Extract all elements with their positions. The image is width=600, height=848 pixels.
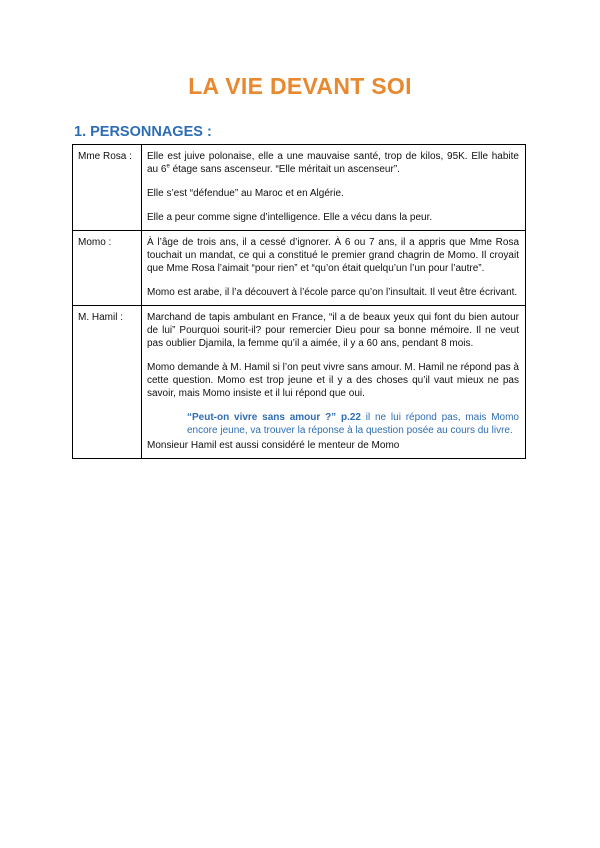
paragraph-text: Elle est juive polonaise, elle a une mauvaise santé, trop de kilos, 95K. Elle habite au 6 (147, 151, 519, 175)
description-paragraph: Marchand de tapis ambulant en France, “il a de beaux yeux qui font du bien autour de lui” Pourquoi sourit-il? pour remercier Dieu pour sa bonne mémoire. Il ne veut pas oublier Djamila, la femme qu’il a aimée, il y a 60 ans, pendant 8 mois. (147, 312, 519, 349)
description-paragraph: Monsieur Hamil est aussi considéré le menteur de Momo (147, 440, 400, 451)
description-paragraph: Momo demande à M. Hamil si l’on peut vivre sans amour. M. Hamil ne répond pas à cette question. Momo est trop jeune et il y a des choses qu’il vaut mieux ne pas savoir, mais Momo insiste et il lui répond que oui. (147, 362, 519, 399)
document-title: LA VIE DEVANT SOI (188, 73, 412, 99)
description-paragraph: Elle a peur comme signe d’intelligence. Elle a vécu dans la peur. (147, 212, 433, 223)
table-row (73, 145, 526, 231)
character-description-cell (142, 145, 526, 231)
quote-citation: “Peut-on vivre sans amour ?” p.22 (187, 412, 361, 423)
table-row (73, 231, 526, 306)
character-name-cell: Momo : (73, 231, 142, 306)
description-paragraph: À l’âge de trois ans, il a cessé d’ignorer. À 6 ou 7 ans, il a appris que Mme Rosa touchait un mandat, ce qui a constitué le premier grand chagrin de Momo. Il croyait que Mme Rosa l’aimait “pour rien” et “qu’on était quelqu’un l’un pour l’autre”. (147, 237, 519, 274)
character-description-cell (142, 231, 526, 306)
table-row (73, 306, 526, 459)
description-paragraph: Elle s’est “défendue” au Maroc et en Algérie. (147, 188, 344, 199)
section-title: 1. PERSONNAGES : (74, 124, 212, 140)
character-description-cell (142, 306, 526, 459)
paragraph-text: étage sans ascenseur. “Elle méritait un ascenseur”. (169, 164, 400, 175)
description-paragraph (147, 150, 519, 176)
description-paragraph: Momo est arabe, il l’a découvert à l’école parce qu’on l’insultait. Il veut être écrivant. (147, 287, 518, 298)
superscript: e (166, 163, 170, 170)
quote-block (187, 411, 519, 437)
character-name-cell: M. Hamil : (73, 306, 142, 459)
character-name-cell: Mme Rosa : (73, 145, 142, 231)
quote-text: il ne lui répond pas, mais Momo encore jeune, va trouver la réponse à la question posée au cours du livre. (187, 412, 519, 436)
characters-table (72, 144, 526, 459)
